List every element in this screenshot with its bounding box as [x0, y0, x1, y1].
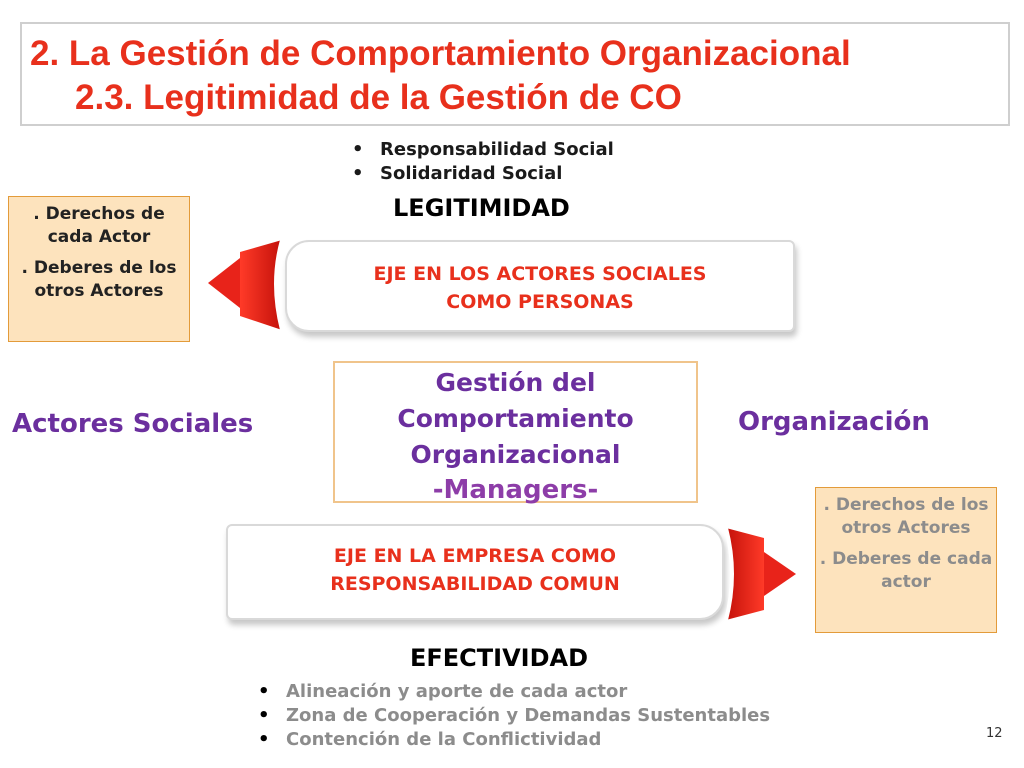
duties-item: . Deberes de los otros Actores	[21, 258, 177, 301]
center-title-line3: Organizacional	[410, 440, 621, 469]
actores-sociales-label: Actores Sociales	[12, 409, 254, 439]
rights-item: . Derechos de cada Actor	[33, 204, 165, 247]
top-axis-bar	[285, 240, 795, 332]
page-number: 12	[986, 726, 1003, 741]
legitimidad-heading: LEGITIMIDAD	[393, 194, 570, 222]
list-item: • Solidaridad Social	[352, 163, 563, 184]
left-rights-box	[8, 196, 190, 342]
center-subtitle: -Managers-	[432, 475, 599, 505]
duties-item: . Deberes de cada actor	[819, 549, 993, 592]
bottom-axis-bar	[226, 524, 724, 620]
slide-subtitle: 2.3. Legitimidad de la Gestión de CO	[75, 78, 682, 117]
bullet-icon: •	[258, 681, 270, 702]
bottom-axis-line2: RESPONSABILIDAD COMUN	[330, 573, 620, 595]
bullet-icon: •	[258, 705, 270, 726]
center-management-box	[333, 361, 698, 503]
center-title-line2: Comportamiento	[397, 404, 634, 433]
bottom-bullet-list	[252, 680, 770, 752]
bullet-icon: •	[352, 163, 364, 184]
slide-title: 2. La Gestión de Comportamiento Organizacional	[30, 34, 851, 73]
rights-item: . Derechos de los otros Actores	[823, 495, 989, 538]
center-title-line1: Gestión del	[435, 368, 596, 397]
bullet-icon: •	[352, 139, 364, 160]
bottom-axis-line1: EJE EN LA EMPRESA COMO	[333, 545, 617, 567]
efectividad-heading: EFECTIVIDAD	[410, 644, 589, 672]
bullet-icon: •	[258, 729, 270, 750]
top-axis-line2: COMO PERSONAS	[446, 291, 634, 313]
list-item: • Zona de Cooperación y Demandas Sustentables	[258, 705, 771, 726]
top-axis-line1: EJE EN LOS ACTORES SOCIALES	[373, 263, 707, 285]
organizacion-label: Organización	[738, 407, 930, 437]
right-rights-box	[815, 487, 997, 633]
list-item: • Alineación y aporte de cada actor	[258, 681, 628, 702]
top-bullet-list	[346, 138, 614, 186]
right-arrow-icon	[716, 524, 806, 624]
list-item: • Contención de la Conflictividad	[258, 729, 602, 750]
list-item: • Responsabilidad Social	[352, 139, 614, 160]
